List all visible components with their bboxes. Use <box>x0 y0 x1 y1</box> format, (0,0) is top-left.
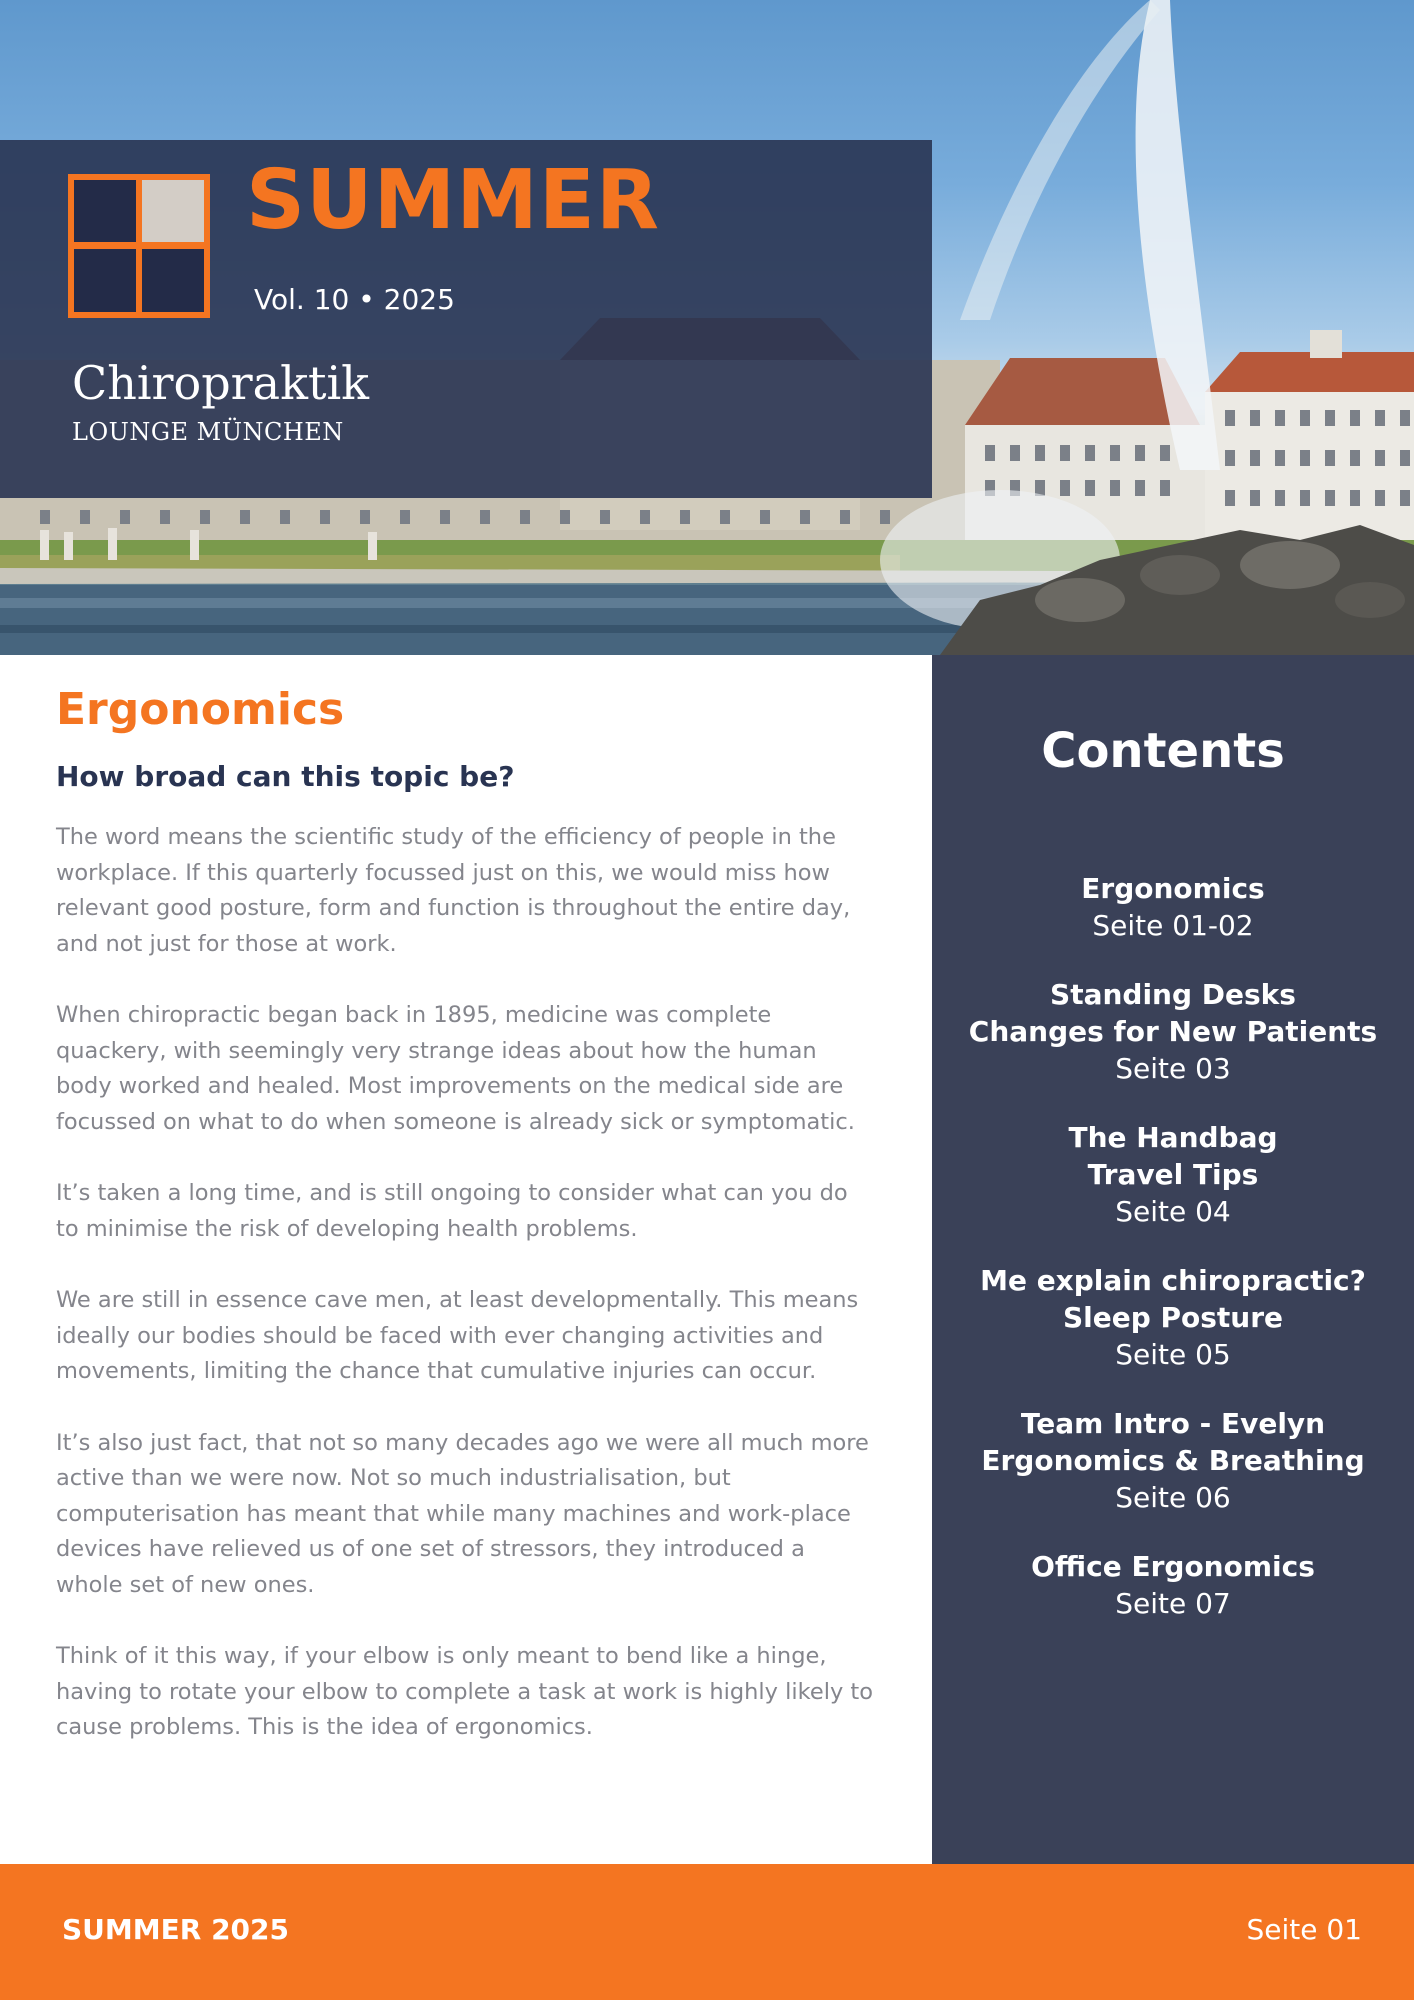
toc-item-title: Travel Tips <box>1087 1158 1259 1191</box>
footer-issue-label: SUMMER 2025 <box>62 1913 289 1946</box>
toc-item-ergonomics[interactable] <box>932 870 1414 944</box>
article-paragraph: It’s taken a long time, and is still ongoing to consider what can you do to minimise the risk of developing health problems. <box>56 1180 848 1242</box>
article-paragraph: The word means the scientific study of the efficiency of people in the workplace. If this quarterly focussed just on this, we would miss how relevant good posture, form and function is throughout the entire day, and not just for those at work. <box>56 824 851 957</box>
contents-sidebar <box>932 655 1414 1864</box>
toc-item-title: Office Ergonomics <box>1031 1550 1315 1583</box>
toc-item-title: Changes for New Patients <box>968 1015 1378 1048</box>
brand-name: Chiropraktik <box>72 356 370 410</box>
toc-item-standing-desks[interactable] <box>932 976 1414 1087</box>
header-banner <box>0 140 932 498</box>
toc-item-page: Seite 01-02 <box>1092 909 1254 942</box>
article-title: Ergonomics <box>56 684 345 735</box>
toc-item-handbag[interactable] <box>932 1119 1414 1230</box>
toc-item-page: Seite 03 <box>1115 1052 1231 1085</box>
toc-item-team-intro[interactable] <box>932 1405 1414 1516</box>
article-paragraph: We are still in essence cave men, at least developmentally. This means ideally our bodies should be faced with ever changing activities and movements, limiting the chance that cumulative injuries can occur. <box>56 1287 859 1384</box>
issue-season-title: SUMMER <box>246 153 660 248</box>
footer-bar <box>0 1864 1414 2000</box>
toc-item-explain-chiropractic[interactable] <box>932 1262 1414 1373</box>
toc-item-title: Standing Desks <box>1050 978 1296 1011</box>
contents-list <box>932 870 1414 1654</box>
hero-photo <box>0 0 1414 655</box>
article-body <box>56 820 876 1782</box>
article-paragraph: Think of it this way, if your elbow is only meant to bend like a hinge, having to rotate your elbow to complete a task at work is highly likely to cause problems. This is the idea of ergonomics. <box>56 1643 874 1740</box>
toc-item-title: The Handbag <box>1068 1121 1278 1154</box>
toc-item-title: Team Intro - Evelyn <box>1020 1407 1326 1440</box>
article-subtitle: How broad can this topic be? <box>56 760 515 793</box>
toc-item-page: Seite 05 <box>1115 1338 1231 1371</box>
toc-item-title: Ergonomics <box>1081 872 1265 905</box>
toc-item-title: Ergonomics & Breathing <box>981 1444 1365 1477</box>
brand-subtitle: LOUNGE MÜNCHEN <box>72 418 344 446</box>
contents-title: Contents <box>1041 723 1285 779</box>
toc-item-page: Seite 07 <box>1115 1587 1231 1620</box>
toc-item-title: Sleep Posture <box>1062 1301 1284 1334</box>
toc-item-page: Seite 06 <box>1115 1481 1231 1514</box>
article-paragraph: When chiropractic began back in 1895, medicine was complete quackery, with seemingly very strange ideas about how the human body worked and healed. Most improvements on the medical side are focussed on what to do when someone is already sick or symptomatic. <box>56 1002 855 1135</box>
footer-page-number: Seite 01 <box>1246 1913 1362 1946</box>
toc-item-title: Me explain chiropractic? <box>980 1264 1366 1297</box>
toc-item-page: Seite 04 <box>1115 1195 1231 1228</box>
toc-item-office-ergonomics[interactable] <box>932 1548 1414 1622</box>
article-paragraph: It’s also just fact, that not so many decades ago we were all much more active than we were now. Not so much industrialisation, but computerisation has meant that while many machines and work-place devices have relieved us of one set of stressors, they introduced a whole set of new ones. <box>56 1429 869 1598</box>
logo-grid-icon <box>66 172 212 320</box>
volume-line: Vol. 10 • 2025 <box>254 283 455 316</box>
